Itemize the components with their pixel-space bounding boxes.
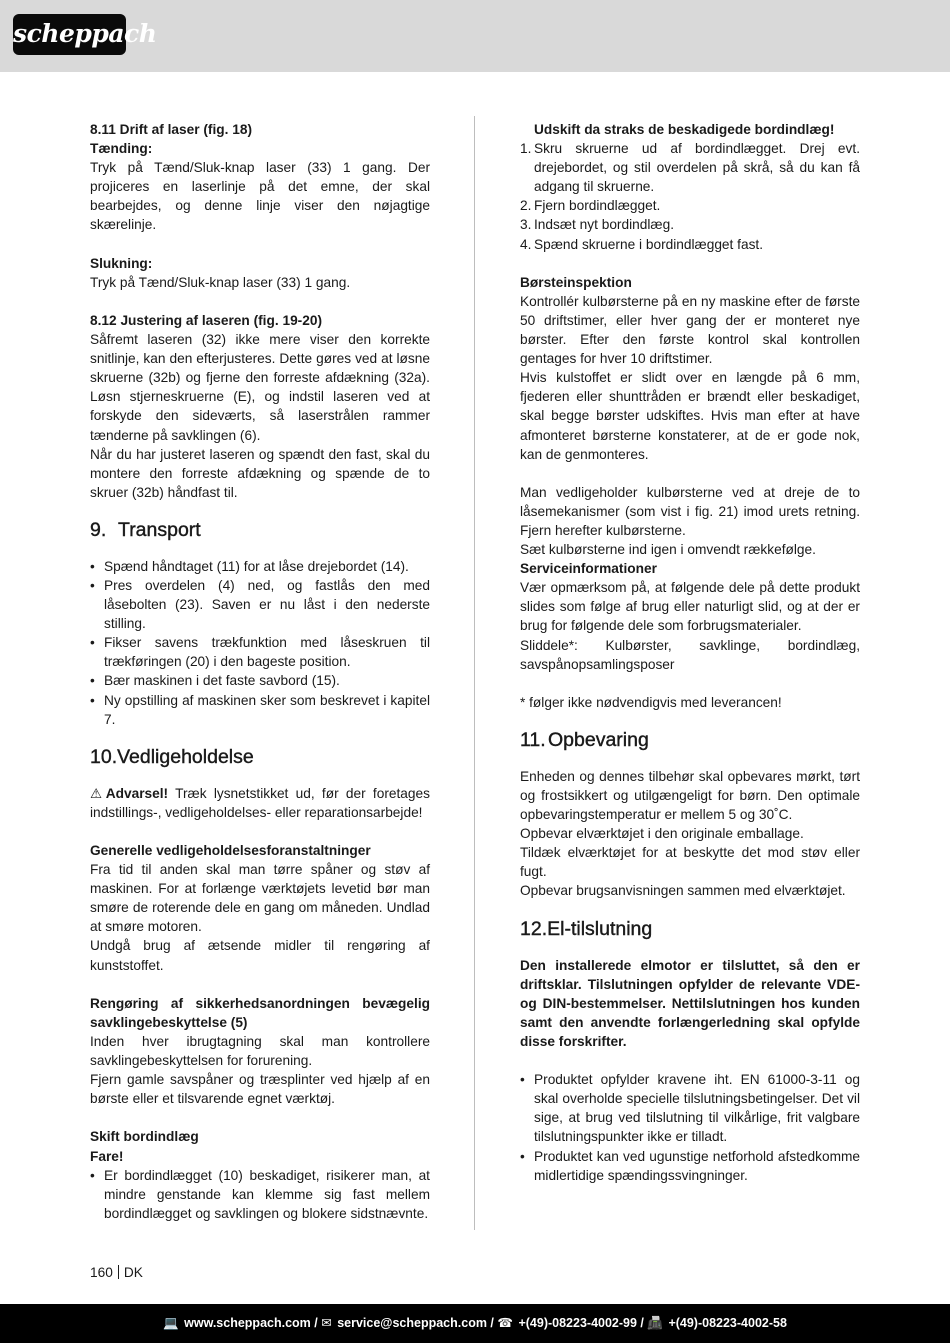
- paragraph: Vær opmærksom på, at følgende dele på dette produkt slides som følge af brug eller naturligt slid, og at der er brug for følgende dele som forbrugsmaterialer.: [520, 580, 860, 634]
- fax-number: +(49)-08223-4002-58: [668, 1316, 787, 1330]
- website-link[interactable]: www.scheppach.com /: [184, 1316, 318, 1330]
- paragraph: Opbevar elværktøjet i den originale emballage.: [520, 826, 804, 842]
- warning-icon: ⚠: [90, 785, 106, 801]
- subheading-skift-bordindlaeg: Skift bordindlæg: [90, 1129, 199, 1145]
- subheading-generelle: Generelle vedligeholdelsesforanstaltninger: [90, 843, 371, 858]
- el-tilslutning-list: [520, 1070, 860, 1185]
- list-item: • Produktet opfylder kravene iht. EN 61000-3-11 og skal overholde specielle tilslutningsbetingelser. Det vil sige, at brug ved tilslutning til vilkårlige, frit valgbare tilslutningspunkter ikke er tilladt.: [520, 1070, 860, 1146]
- paragraph: Fra tid til anden skal man tørre spåner og støv af maskinen. For at forlænge værktøjets levetid bør man smøre de roterende dele en gang om måneden. Undlad at smøre motoren.: [90, 862, 430, 935]
- warning-label: Advarsel!: [105, 785, 169, 801]
- fax-icon: 📠: [647, 1316, 663, 1330]
- computer-icon: 💻: [163, 1316, 179, 1330]
- section-9-heading: [90, 517, 430, 543]
- numbered-step: [520, 235, 860, 254]
- numbered-step: [520, 196, 860, 215]
- transport-list: [90, 557, 430, 729]
- right-column: [520, 120, 860, 1185]
- subheading-rengoering: Rengøring af sikkerhedsanordningen bevægelig savklingebeskyttelse (5): [90, 995, 430, 1030]
- paragraph: Kontrollér kulbørsterne på en ny maskine efter de første 50 driftstimer, eller hver gang der er monteret nye børster. Efter den første kontrol skal kontrollen gentages for hver 10 driftstimer.: [520, 293, 860, 367]
- step-text: Spænd skruerne i bordindlægget fast.: [534, 236, 764, 252]
- header-bar: [0, 0, 950, 72]
- paragraph: Undgå brug af ætsende midler til rengøring af kunststoffet.: [90, 938, 430, 973]
- section-title: Transport: [118, 518, 201, 541]
- paragraph: Sæt kulbørsterne ind igen i omvendt rækkefølge.: [520, 542, 816, 558]
- list-item: • Spænd håndtaget (11) for at låse drejebordet (14).: [90, 557, 430, 576]
- page-number: 160: [90, 1265, 113, 1280]
- email-link[interactable]: service@scheppach.com /: [337, 1316, 494, 1330]
- mail-icon: ✉: [321, 1316, 332, 1330]
- section-title: El-tilslutning: [547, 917, 653, 940]
- udskift-steps: [520, 139, 860, 254]
- step-number: 3.: [520, 217, 532, 233]
- numbered-step: [520, 139, 860, 196]
- list-item: • Bær maskinen i det faste savbord (15).: [90, 671, 430, 690]
- list-item: • Ny opstilling af maskinen sker som beskrevet i kapitel 7.: [90, 691, 430, 729]
- phone-icon: ☎: [497, 1316, 513, 1330]
- paragraph: Tryk på Tænd/Sluk-knap laser (33) 1 gang. Der projiceres en laserlinje på det emne, der skal bearbejdes, og denne linje viser den nøjagtige skærelinje.: [90, 160, 430, 233]
- paragraph: Enheden og dennes tilbehør skal opbevares mørkt, tørt og frostsikkert og utilgængeligt for børn. Den optimale opbevaringstemperatur er mellem 5 og 30˚C.: [520, 768, 860, 823]
- subheading-boersteinspektion: Børsteinspektion: [520, 274, 632, 290]
- paragraph: Såfremt laseren (32) ikke mere viser den korrekte snitlinje, kan den efterjusteres. Dette gøres ved at løsne skruerne (32b) og fjerne den forreste afdækning (32a). Løsn stjerneskruerne (E), og indstil laseren ved at forskyde den sideværts, så laserstrålen rammer tænderne på savklingen (6).: [90, 332, 430, 443]
- subheading-slukning: Slukning:: [90, 255, 153, 271]
- paragraph: Hvis kulstoffet er slidt over en længde på 6 mm, fjederen eller shunttråden er brændt eller beskadiget, skal begge børster udskiftes. Hvis man efter at have afmonteret børsterne konstaterer, at de er gode nok, kan de genmonteres.: [520, 370, 860, 462]
- subheading-taending: Tænding:: [90, 141, 153, 157]
- phone-number: +(49)-08223-4002-99 /: [518, 1316, 644, 1330]
- subheading-fare: Fare!: [90, 1148, 124, 1164]
- section-number: 10.: [90, 745, 118, 768]
- list-item: • Er bordindlægget (10) beskadiget, risikerer man, at mindre genstande kan klemme sig fast mellem bordindlægget og savklingen og blokere sidstnævnte.: [90, 1166, 430, 1223]
- section-8-11-title: 8.11 Drift af laser (fig. 18): [90, 122, 253, 137]
- step-number: 1.: [520, 141, 532, 157]
- footnote: * følger ikke nødvendigvis med leverancen!: [520, 694, 782, 710]
- section-title: Opbevaring: [548, 728, 649, 751]
- paragraph: Når du har justeret laseren og spændt den fast, skal du montere den forreste afdækning og spænde de to skruer (32b) håndfast til.: [90, 446, 430, 500]
- bold-paragraph: Den installerede elmotor er tilsluttet, så den er driftsklar. Tilslutningen opfylder de relevante VDE- og DIN-bestemmelser. Nettilslutningen hos kunden samt den anvendte forlængerledning skal opfylde disse forskrifter.: [520, 957, 860, 1049]
- list-item: • Produktet kan ved ugunstige netforhold afstedkomme midlertidige spændingssvingninger.: [520, 1147, 860, 1185]
- paragraph: Opbevar brugsanvisningen sammen med elværktøjet.: [520, 883, 846, 899]
- warning-text: Træk lysnetstikket ud, før der foretages indstillings-, vedligeholdelses- eller reparationsarbejde!: [90, 785, 430, 820]
- skift-list: [90, 1166, 430, 1223]
- paragraph: Man vedligeholder kulbørsterne ved at dreje de to låsemekanismer (som vist i fig. 21) imod urets retning. Fjern herefter kulbørsterne.: [520, 484, 860, 538]
- paragraph: Tildæk elværktøjet for at beskytte det mod støv eller fugt.: [520, 845, 860, 880]
- udskift-title: Udskift da straks de beskadigede bordindlæg!: [534, 122, 835, 137]
- section-number: 12.: [520, 917, 548, 940]
- section-10-heading: [90, 744, 430, 770]
- section-8-12-title: 8.12 Justering af laseren (fig. 19-20): [90, 312, 323, 328]
- section-number: 9.: [90, 518, 107, 541]
- step-number: 4.: [520, 236, 532, 252]
- scheppach-logo: scheppach: [13, 14, 126, 55]
- step-text: Indsæt nyt bordindlæg.: [534, 217, 674, 233]
- subheading-serviceinformationer: Serviceinformationer: [520, 561, 657, 577]
- left-column: [90, 120, 430, 1223]
- list-item: • Fikser savens trækfunktion med låseskruen til trækføringen (20) i den bageste position.: [90, 633, 430, 671]
- page-footer: [90, 1265, 143, 1280]
- paragraph: Fjern gamle savspåner og træsplinter ved hjælp af en børste eller et tilsvarende egnet værktøj.: [90, 1072, 430, 1107]
- column-divider: [474, 116, 475, 1230]
- numbered-step: [520, 215, 860, 234]
- paragraph: Sliddele*: Kulbørster, savklinge, bordindlæg, savspånopsamlingsposer: [520, 637, 860, 672]
- language-code: DK: [123, 1265, 143, 1280]
- section-12-heading: [520, 916, 860, 942]
- paragraph: Inden hver ibrugtagning skal man kontrollere savklingebeskyttelsen for forurening.: [90, 1033, 430, 1069]
- section-11-heading: [520, 727, 860, 753]
- step-text: Skru skruerne ud af bordindlægget. Drej evt. drejebordet, og stil overdelen på skrå, så du kan få adgang til skruerne.: [534, 141, 860, 195]
- footer-separator: [118, 1265, 119, 1279]
- paragraph: Tryk på Tænd/Sluk-knap laser (33) 1 gang.: [90, 274, 351, 290]
- warning-paragraph: [90, 784, 430, 822]
- list-item: • Pres overdelen (4) ned, og fastlås den med låsebolten (23). Saven er nu låst i den nederste stilling.: [90, 576, 430, 633]
- step-number: 2.: [520, 198, 532, 214]
- section-number: 11.: [520, 728, 546, 751]
- section-title: Vedligeholdelse: [117, 745, 254, 768]
- step-text: Fjern bordindlægget.: [534, 198, 661, 214]
- contact-bar: [0, 1304, 950, 1343]
